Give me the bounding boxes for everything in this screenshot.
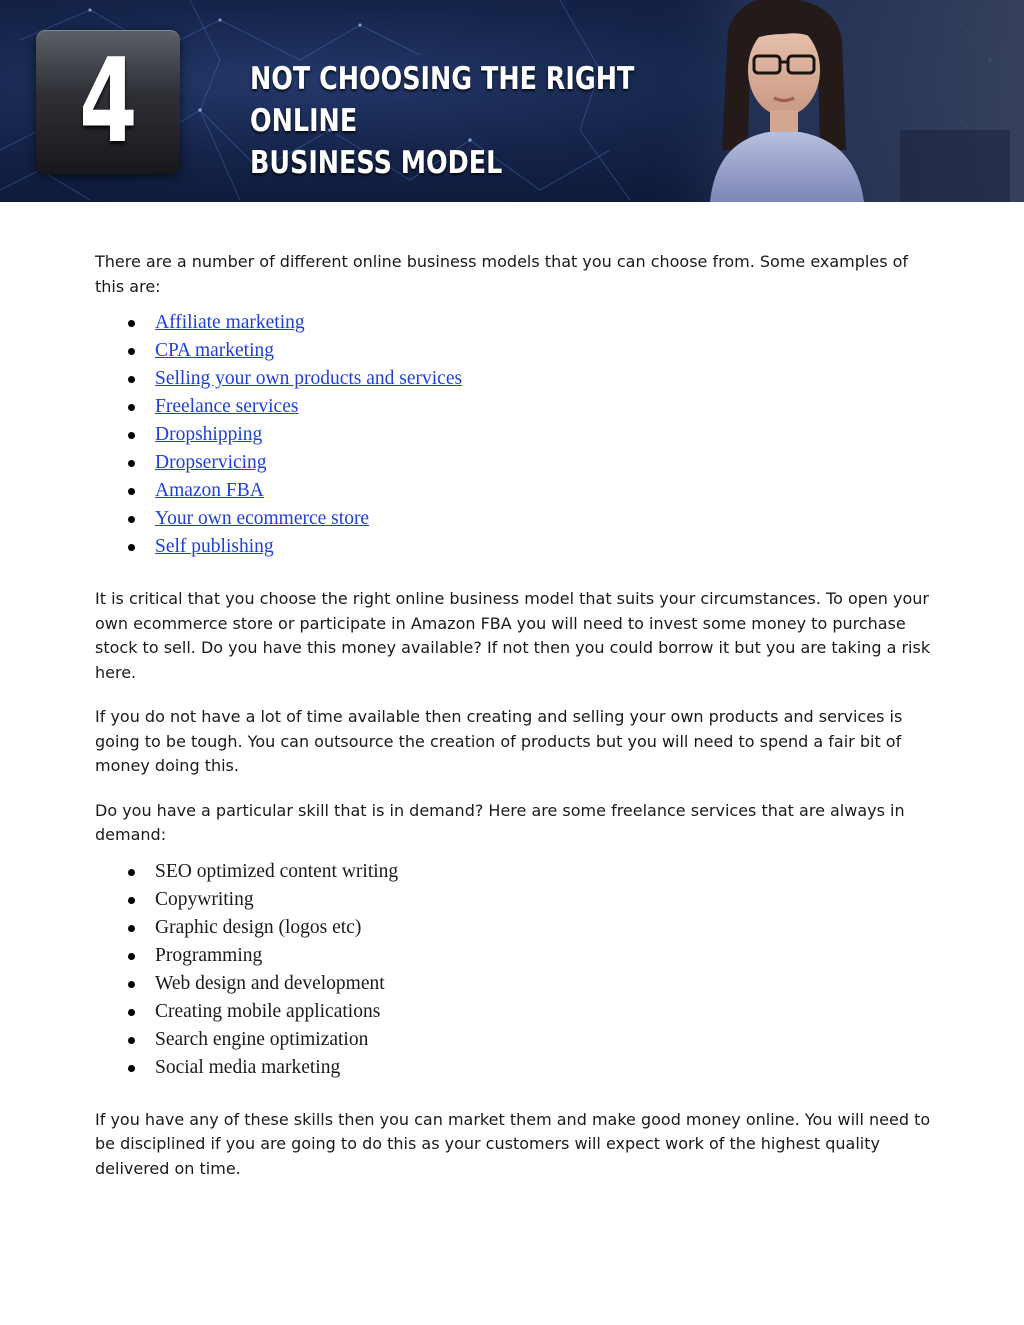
bullet-icon	[128, 981, 135, 988]
link-freelance-services[interactable]: Freelance services	[155, 396, 299, 417]
banner-title-line-1: NOT CHOOSING THE RIGHT ONLINE	[250, 61, 635, 139]
paragraph-skill-demand: Do you have a particular skill that is in demand? Here are some freelance services that are always in demand:	[95, 800, 905, 844]
bullet-icon	[128, 869, 135, 876]
service-item: Programming	[155, 944, 263, 966]
bullet-icon	[128, 460, 135, 467]
bullet-icon	[128, 953, 135, 960]
service-item: Web design and development	[155, 972, 385, 994]
list-item	[95, 858, 935, 886]
section-number-tile	[36, 30, 180, 174]
list-item	[95, 337, 935, 365]
service-item: Copywriting	[155, 888, 254, 910]
intro-paragraph: There are a number of different online business models that you can choose from. Some examples of this are:	[95, 252, 909, 296]
article-body	[95, 250, 935, 1181]
bullet-icon	[128, 320, 135, 327]
list-item	[95, 309, 935, 337]
bullet-icon	[128, 925, 135, 932]
list-item	[95, 449, 935, 477]
banner-title	[250, 58, 676, 184]
list-item	[95, 477, 935, 505]
woman-photo-illustration	[650, 0, 1024, 202]
bullet-icon	[128, 348, 135, 355]
banner-title-line-2: BUSINESS MODEL	[250, 145, 503, 181]
freelance-services-list	[95, 858, 935, 1082]
list-item	[95, 1026, 935, 1054]
service-item: Creating mobile applications	[155, 1000, 381, 1022]
list-item	[95, 914, 935, 942]
link-selling-products-services[interactable]: Selling your own products and services	[155, 368, 463, 389]
service-item: Social media marketing	[155, 1056, 341, 1078]
bullet-icon	[128, 516, 135, 523]
link-self-publishing[interactable]: Self publishing	[155, 536, 274, 557]
bullet-icon	[128, 897, 135, 904]
paragraph-critical-choice: It is critical that you choose the right online business model that suits your circumstances. To open your own ecommerce store or participate in Amazon FBA you will need to invest some money to purchase stock to sell. Do you have this money available? If not then you could borrow it but you are taking a risk here.	[95, 589, 931, 682]
closing-paragraph: If you have any of these skills then you can market them and make good money online. You will need to be disciplined if you are going to do this as your customers will expect work of the highest quality delivered on time.	[95, 1109, 931, 1178]
list-item	[95, 942, 935, 970]
list-item	[95, 505, 935, 533]
list-item	[95, 970, 935, 998]
link-dropservicing[interactable]: Dropservicing	[155, 452, 267, 473]
link-cpa-marketing[interactable]: CPA marketing	[155, 340, 274, 361]
bullet-icon	[128, 376, 135, 383]
list-item	[95, 886, 935, 914]
list-item	[95, 421, 935, 449]
header-banner	[0, 0, 1024, 202]
business-models-list	[95, 309, 935, 561]
service-item: Graphic design (logos etc)	[155, 916, 362, 938]
section-number: 4	[78, 34, 138, 169]
link-affiliate-marketing[interactable]: Affiliate marketing	[155, 312, 305, 333]
bullet-icon	[128, 1009, 135, 1016]
paragraph-time-available: If you do not have a lot of time available then creating and selling your own products and services is going to be tough. You can outsource the creation of products but you will need to spend a fair bit of money doing this.	[95, 707, 903, 775]
link-dropshipping[interactable]: Dropshipping	[155, 424, 263, 445]
bullet-icon	[128, 1037, 135, 1044]
bullet-icon	[128, 544, 135, 551]
list-item	[95, 393, 935, 421]
service-item: Search engine optimization	[155, 1028, 369, 1050]
list-item	[95, 998, 935, 1026]
service-item: SEO optimized content writing	[155, 860, 399, 882]
bullet-icon	[128, 432, 135, 439]
bullet-icon	[128, 1065, 135, 1072]
list-item	[95, 533, 935, 561]
list-item	[95, 365, 935, 393]
link-amazon-fba[interactable]: Amazon FBA	[155, 480, 264, 501]
list-item	[95, 1054, 935, 1082]
bullet-icon	[128, 404, 135, 411]
link-ecommerce-store[interactable]: Your own ecommerce store	[155, 508, 370, 529]
bullet-icon	[128, 488, 135, 495]
